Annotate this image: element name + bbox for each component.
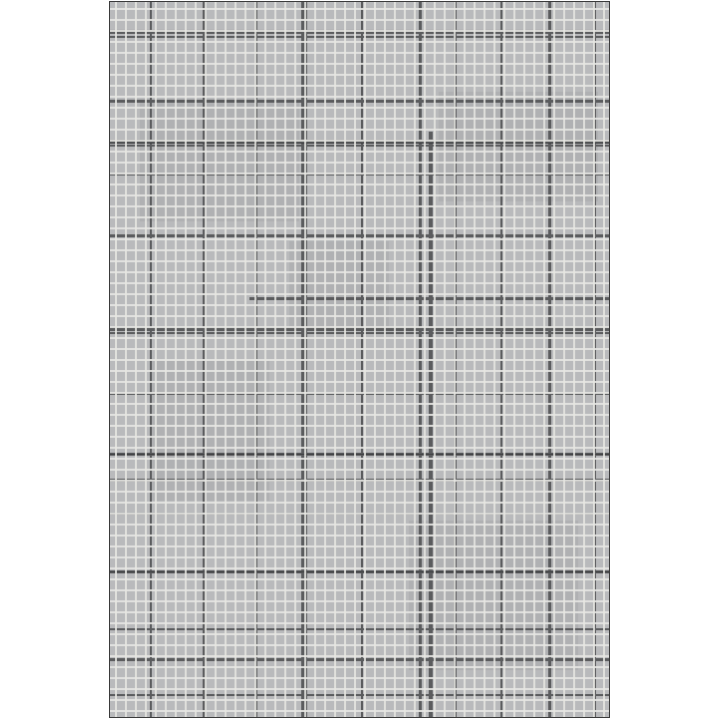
light-v-line [244,2,246,717]
light-v-line [235,2,237,717]
light-v-line [304,2,306,717]
light-v-line [225,2,227,717]
light-v-line [155,2,157,717]
light-v-line [513,2,515,717]
light-v-line [593,2,595,717]
light-v-line [135,2,137,717]
light-v-line [364,2,366,717]
light-v-line [533,2,535,717]
light-v-line [185,2,187,717]
light-v-line [434,2,436,717]
light-v-line [264,2,266,717]
light-v-line [404,2,406,717]
plaid-rug [109,1,610,718]
light-v-line [324,2,326,717]
light-v-line [294,2,296,717]
light-v-line [583,2,585,717]
light-v-line [334,2,336,717]
light-v-line [354,2,356,717]
light-v-line [454,2,456,717]
light-v-line [115,2,117,717]
light-v-line [165,2,167,717]
light-v-line [344,2,346,717]
light-v-line [553,2,555,717]
light-v-line [543,2,545,717]
light-v-line [503,2,505,717]
light-v-line [523,2,525,717]
light-v-line [414,2,416,717]
light-v-line [484,2,486,717]
light-v-line [175,2,177,717]
light-v-line [384,2,386,717]
rug-pattern [110,2,609,717]
light-v-line [493,2,495,717]
light-v-line [563,2,565,717]
light-v-line [474,2,476,717]
light-v-line [125,2,127,717]
light-v-line [464,2,466,717]
light-v-line [145,2,147,717]
light-v-line [254,2,256,717]
light-v-line [394,2,396,717]
light-v-line [573,2,575,717]
light-v-line [314,2,316,717]
light-v-line [215,2,217,717]
light-v-line [374,2,376,717]
light-v-line [444,2,446,717]
light-v-line [603,2,605,717]
light-v-line [205,2,207,717]
light-v-line [284,2,286,717]
light-v-line [195,2,197,717]
light-v-line [274,2,276,717]
light-v-line [424,2,426,717]
dark-v-stripe [429,132,433,717]
